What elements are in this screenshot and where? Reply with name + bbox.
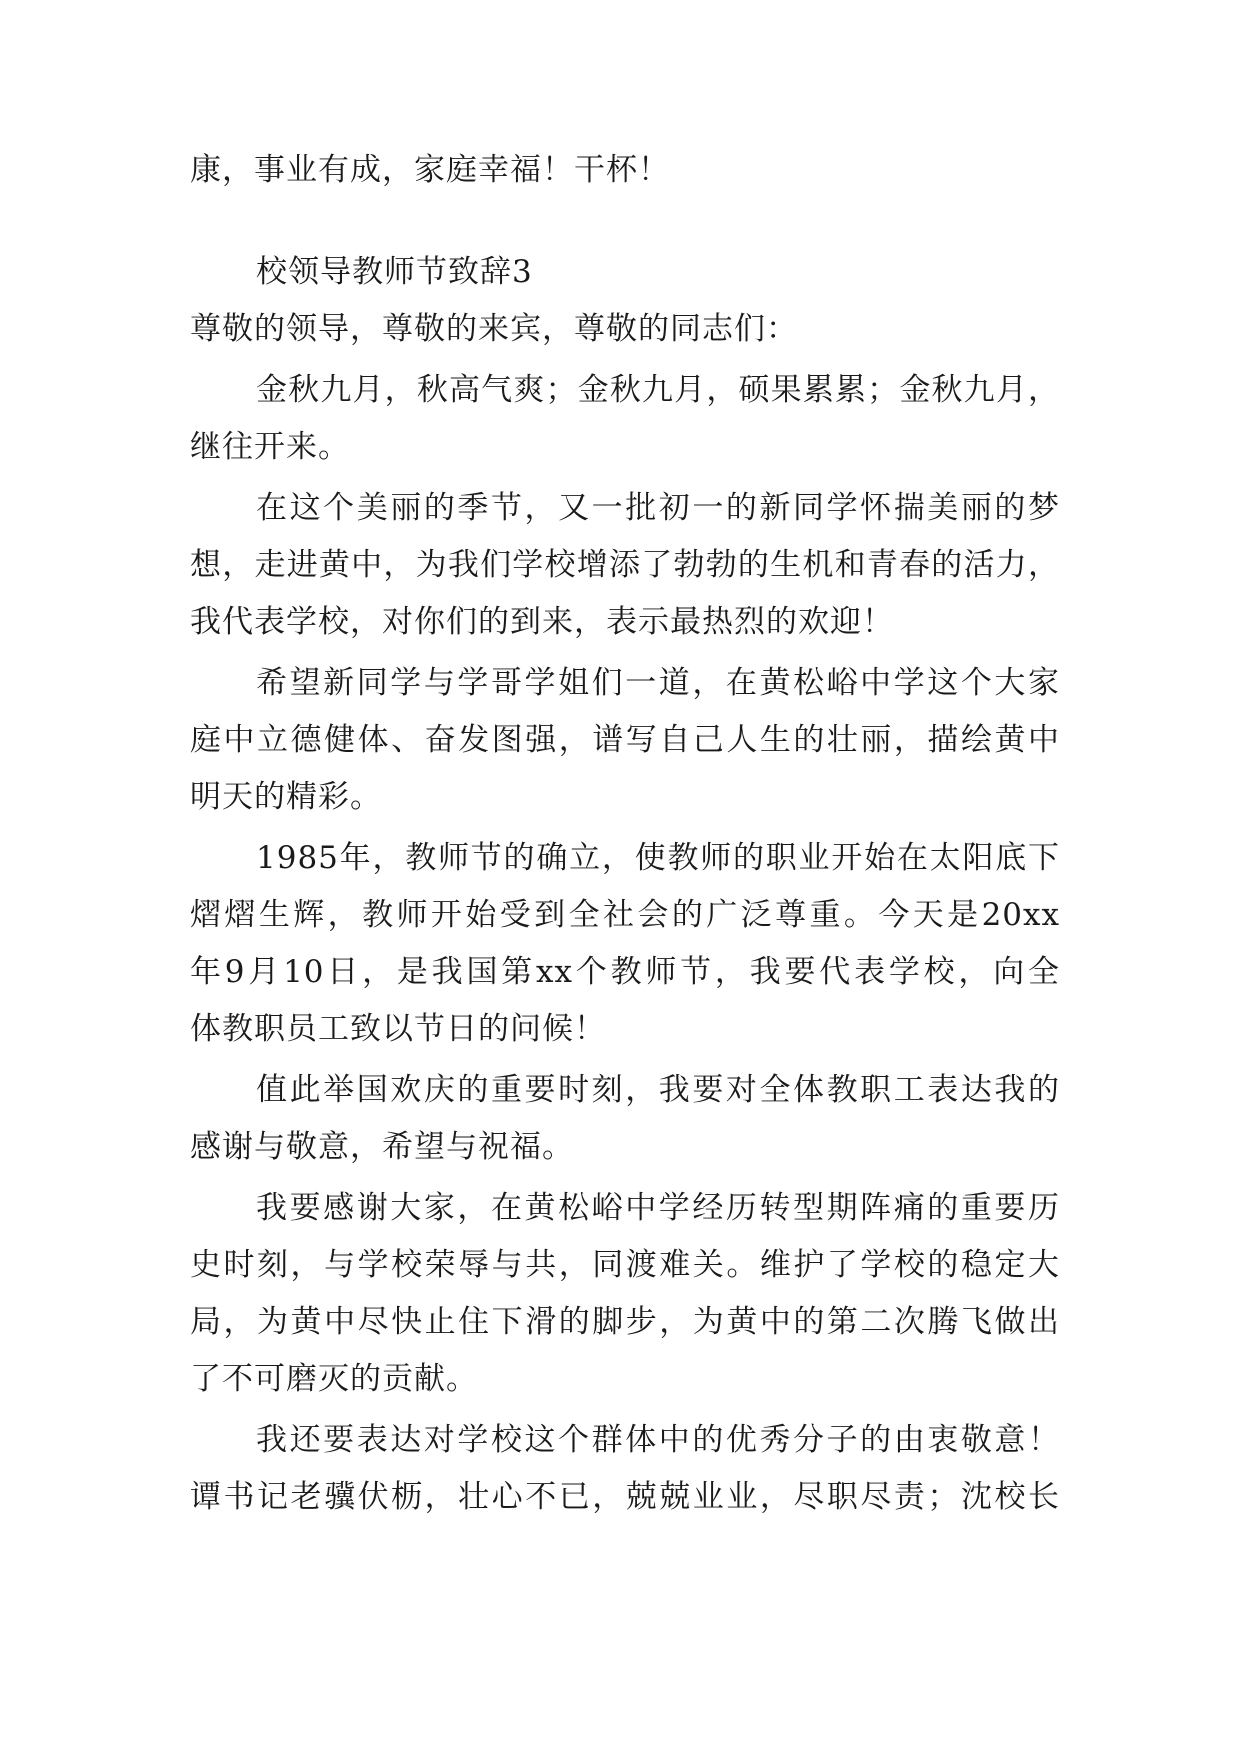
text-line: 庭中立德健体、奋发图强，谱写自己人生的壮丽，描绘黄中 <box>190 722 1060 758</box>
text-line: 想，走进黄中，为我们学校增添了勃勃的生机和青春的活力， <box>190 547 1060 583</box>
text-line: 康，事业有成，家庭幸福！干杯！ <box>190 152 670 188</box>
text-line: 在这个美丽的季节，又一批初一的新同学怀揣美丽的梦 <box>256 490 1060 526</box>
text-line: 1985年，教师节的确立，使教师的职业开始在太阳底下 <box>256 840 1060 876</box>
text-line: 值此举国欢庆的重要时刻，我要对全体教职工表达我的 <box>256 1072 1060 1108</box>
text-line: 我还要表达对学校这个群体中的优秀分子的由衷敬意！ <box>256 1422 1060 1458</box>
salutation: 尊敬的领导，尊敬的来宾，尊敬的同志们： <box>190 311 798 347</box>
text-line: 体教职员工致以节日的问候！ <box>190 1011 606 1047</box>
text-line: 了不可磨灭的贡献。 <box>190 1361 478 1397</box>
text-line: 年9月10日，是我国第xx个教师节，我要代表学校，向全 <box>190 954 1060 990</box>
text-line: 我代表学校，对你们的到来，表示最热烈的欢迎！ <box>190 604 894 640</box>
text-line: 明天的精彩。 <box>190 779 382 815</box>
text-line: 局，为黄中尽快止住下滑的脚步，为黄中的第二次腾飞做出 <box>190 1304 1060 1340</box>
text-line: 金秋九月，秋高气爽；金秋九月，硕果累累；金秋九月， <box>256 372 1060 408</box>
text-line: 感谢与敬意，希望与祝福。 <box>190 1129 574 1165</box>
text-line: 史时刻，与学校荣辱与共，同渡难关。维护了学校的稳定大 <box>190 1247 1060 1283</box>
text-line: 谭书记老骥伏枥，壮心不已，兢兢业业，尽职尽责；沈校长 <box>190 1479 1060 1515</box>
text-line: 希望新同学与学哥学姐们一道，在黄松峪中学这个大家 <box>256 665 1060 701</box>
text-line: 我要感谢大家，在黄松峪中学经历转型期阵痛的重要历 <box>256 1190 1060 1226</box>
text-line: 继往开来。 <box>190 429 350 465</box>
section-title: 校领导教师节致辞3 <box>256 254 533 290</box>
text-line: 熠熠生辉，教师开始受到全社会的广泛尊重。今天是20xx <box>190 897 1060 933</box>
